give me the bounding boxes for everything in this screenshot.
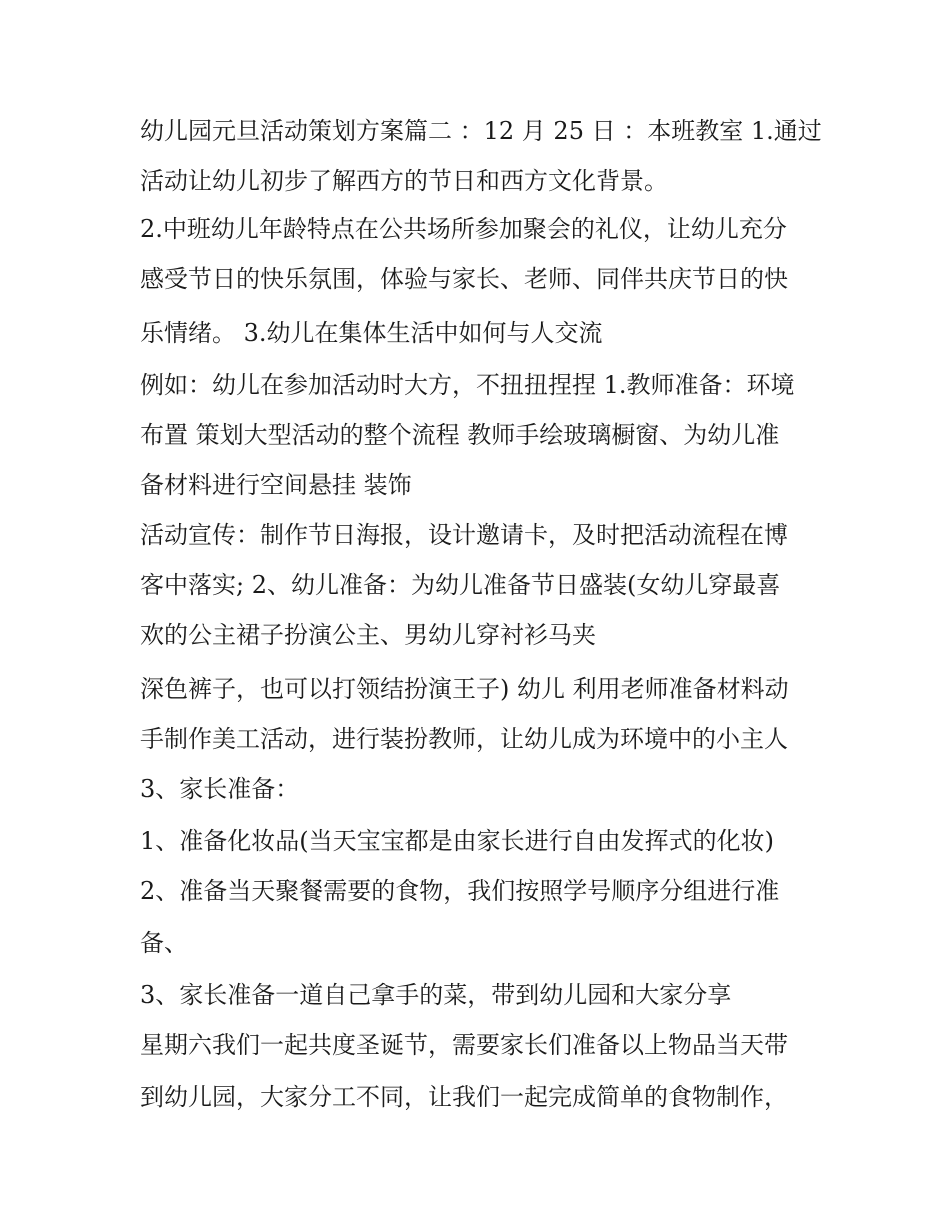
text-line: 1、准备化妆品(当天宝宝都是由家长进行自由发挥式的化妆): [140, 827, 774, 855]
text-line: 深色裤子，也可以打领结扮演王子) 幼儿 利用老师准备材料动: [140, 675, 789, 703]
text-line: 乐情绪。 3.幼儿在集体生活中如何与人交流: [140, 319, 603, 347]
text-line: 备、: [140, 929, 188, 957]
text-line: 欢的公主裙子扮演公主、男幼儿穿衬衫马夹: [140, 621, 596, 649]
text-line: 幼儿园元旦活动策划方案篇二 ：12 月 25 日 ：本班教室 1.通过: [140, 117, 822, 145]
text-line: 星期六我们一起共度圣诞节，需要家长们准备以上物品当天带: [140, 1031, 788, 1059]
text-line: 感受节日的快乐氛围，体验与家长、老师、同伴共庆节日的快: [140, 265, 788, 293]
text-line: 到幼儿园，大家分工不同，让我们一起完成简单的食物制作，: [140, 1083, 788, 1111]
text-line: 2.中班幼儿年龄特点在公共场所参加聚会的礼仪，让幼儿充分: [140, 215, 787, 243]
text-line: 客中落实; 2、幼儿准备：为幼儿准备节日盛装(女幼儿穿最喜: [140, 571, 781, 599]
text-line: 布置 策划大型活动的整个流程 教师手绘玻璃橱窗、为幼儿准: [140, 421, 780, 449]
text-line: 活动宣传：制作节日海报，设计邀请卡，及时把活动流程在博: [140, 521, 788, 549]
text-line: 2、准备当天聚餐需要的食物，我们按照学号顺序分组进行准: [140, 877, 780, 905]
text-line: 3、家长准备：: [140, 775, 300, 803]
text-line: 活动让幼儿初步了解西方的节日和西方文化背景。: [140, 167, 668, 195]
text-line: 手制作美工活动，进行装扮教师，让幼儿成为环境中的小主人: [140, 725, 788, 753]
text-line: 备材料进行空间悬挂 装饰: [140, 471, 412, 499]
text-line: 例如：幼儿在参加活动时大方，不扭扭捏捏 1.教师准备：环境: [140, 371, 795, 399]
text-line: 3、家长准备一道自己拿手的菜，带到幼儿园和大家分享: [140, 981, 732, 1009]
